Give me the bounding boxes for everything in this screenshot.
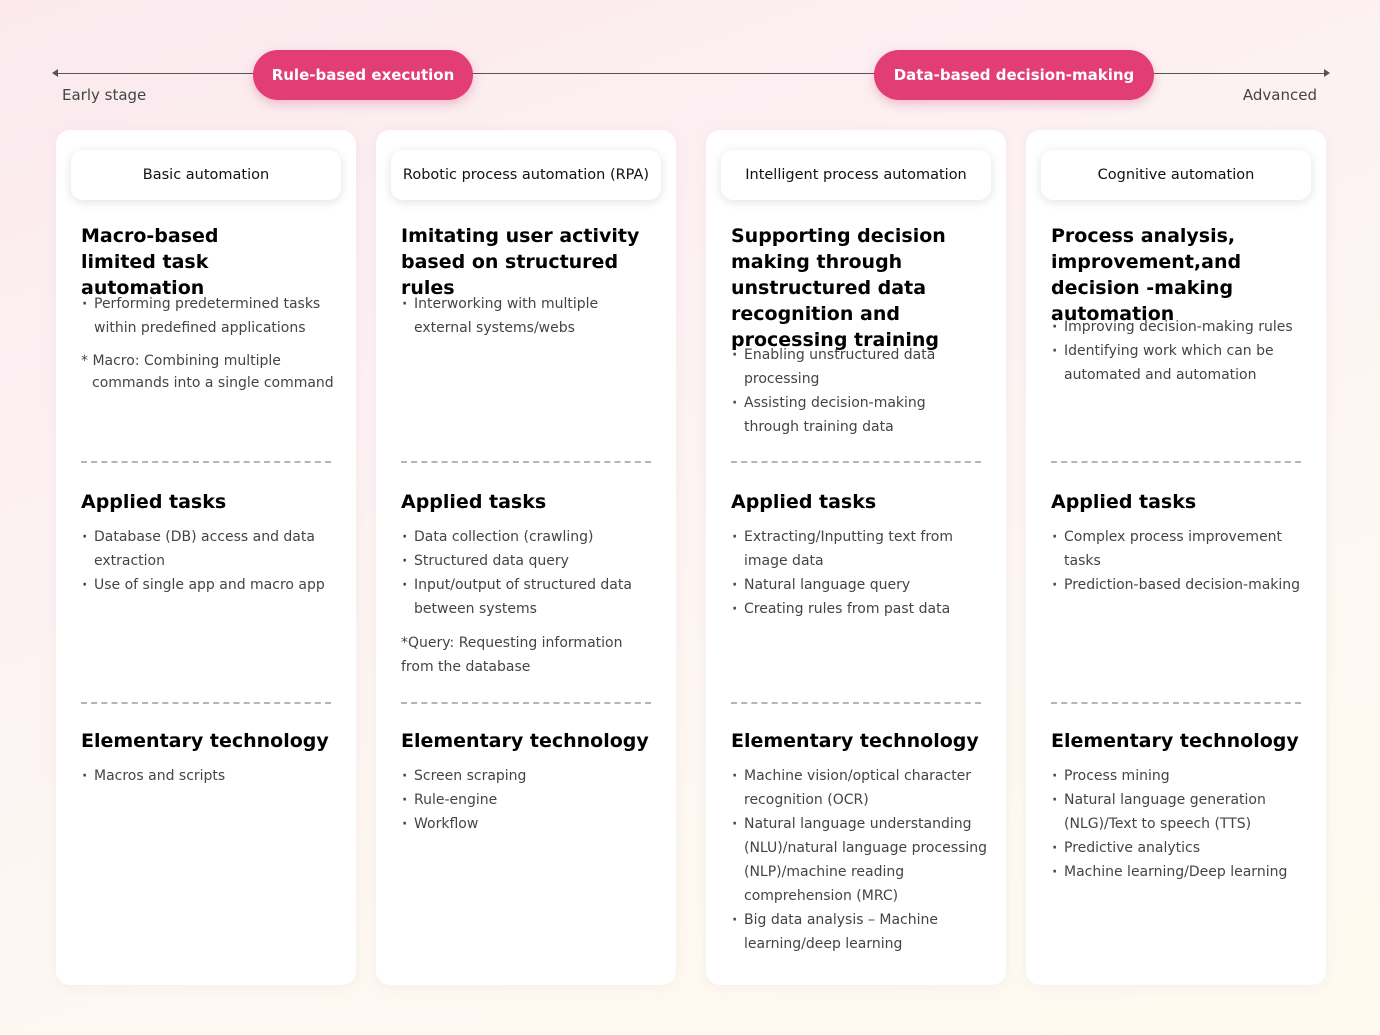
applied-tasks-list <box>401 525 663 621</box>
applied-tasks-list <box>1051 525 1313 597</box>
list-item: · Prediction-based decision-making <box>1051 573 1313 597</box>
early-stage-label: Early stage <box>62 86 147 104</box>
elementary-technology-heading: Elementary technology <box>401 730 649 752</box>
elementary-technology-list <box>401 764 663 836</box>
data-based-decision-making-pill[interactable]: Data-based decision-making <box>874 50 1154 100</box>
column-heading: Process analysis, improvement,and decision -making automation <box>1051 225 1242 325</box>
description-list <box>81 292 343 340</box>
dashed-divider <box>731 702 981 704</box>
elementary-technology-list <box>731 764 993 956</box>
list-item: · Natural language query <box>731 573 993 597</box>
list-item: · Interworking with multiple external systems/webs <box>401 292 641 340</box>
description-list <box>1051 315 1313 387</box>
column-heading: Imitating user activity based on structured rules <box>401 225 640 299</box>
list-item: · Natural language generation (NLG)/Text to speech (TTS) <box>1051 788 1313 836</box>
column-basic-automation <box>56 130 356 985</box>
applied-tasks-list <box>81 525 343 597</box>
dashed-divider <box>401 461 651 463</box>
dashed-divider <box>1051 461 1301 463</box>
elementary-technology-heading: Elementary technology <box>1051 730 1299 752</box>
list-item: · Screen scraping <box>401 764 663 788</box>
tab-basic-automation[interactable]: Basic automation <box>71 150 341 200</box>
list-item: · Data collection (crawling) <box>401 525 663 549</box>
list-item: · Machine learning/Deep learning <box>1051 860 1313 884</box>
applied-tasks-heading: Applied tasks <box>401 491 547 513</box>
list-item: · Assisting decision-making through training data <box>731 391 961 439</box>
list-item: · Extracting/Inputting text from image data <box>731 525 993 573</box>
list-item: · Structured data query <box>401 549 663 573</box>
column-intelligent-process-automation <box>706 130 1006 985</box>
advanced-label: Advanced <box>1242 86 1317 104</box>
elementary-technology-heading: Elementary technology <box>731 730 979 752</box>
dashed-divider <box>81 702 331 704</box>
list-item: · Database (DB) access and data extraction <box>81 525 343 573</box>
elementary-technology-heading: Elementary technology <box>81 730 329 752</box>
dashed-divider <box>1051 702 1301 704</box>
rule-based-execution-pill[interactable]: Rule-based execution <box>253 50 473 100</box>
column-heading: Supporting decision making through unstructured data recognition and processing training <box>731 225 946 351</box>
applied-tasks-heading: Applied tasks <box>1051 491 1197 513</box>
macro-note: * Macro: Combining multiple commands into a single command <box>81 353 334 391</box>
column-rpa <box>376 130 676 985</box>
description-list <box>401 292 641 340</box>
arrow-right-icon <box>1324 69 1330 77</box>
elementary-technology-list <box>81 764 343 788</box>
list-item: · Rule-engine <box>401 788 663 812</box>
column-heading: Macro-based limited task automation <box>81 225 219 299</box>
applied-tasks-list <box>731 525 993 621</box>
list-item: · Workflow <box>401 812 663 836</box>
list-item: · Predictive analytics <box>1051 836 1313 860</box>
list-item: · Creating rules from past data <box>731 597 993 621</box>
column-cognitive-automation <box>1026 130 1326 985</box>
tab-rpa[interactable]: Robotic process automation (RPA) <box>391 150 661 200</box>
dashed-divider <box>731 461 981 463</box>
applied-tasks-heading: Applied tasks <box>731 491 877 513</box>
description-list <box>731 343 961 439</box>
list-item: · Use of single app and macro app <box>81 573 343 597</box>
list-item: · Big data analysis – Machine learning/deep learning <box>731 908 993 956</box>
tab-cognitive-automation[interactable]: Cognitive automation <box>1041 150 1311 200</box>
list-item: · Enabling unstructured data processing <box>731 343 961 391</box>
elementary-technology-list <box>1051 764 1313 884</box>
query-note: *Query: Requesting information from the database <box>401 635 623 675</box>
list-item: · Identifying work which can be automated and automation <box>1051 339 1313 387</box>
list-item: · Process mining <box>1051 764 1313 788</box>
list-item: · Natural language understanding (NLU)/natural language processing (NLP)/machine reading comprehension (MRC) <box>731 812 993 908</box>
tab-intelligent-process-automation[interactable]: Intelligent process automation <box>721 150 991 200</box>
list-item: · Performing predetermined tasks within predefined applications <box>81 292 343 340</box>
list-item: · Improving decision-making rules <box>1051 315 1313 339</box>
list-item: · Input/output of structured data between systems <box>401 573 663 621</box>
list-item: · Complex process improvement tasks <box>1051 525 1313 573</box>
list-item: · Macros and scripts <box>81 764 343 788</box>
applied-tasks-heading: Applied tasks <box>81 491 227 513</box>
dashed-divider <box>401 702 651 704</box>
dashed-divider <box>81 461 331 463</box>
list-item: · Machine vision/optical character recognition (OCR) <box>731 764 993 812</box>
